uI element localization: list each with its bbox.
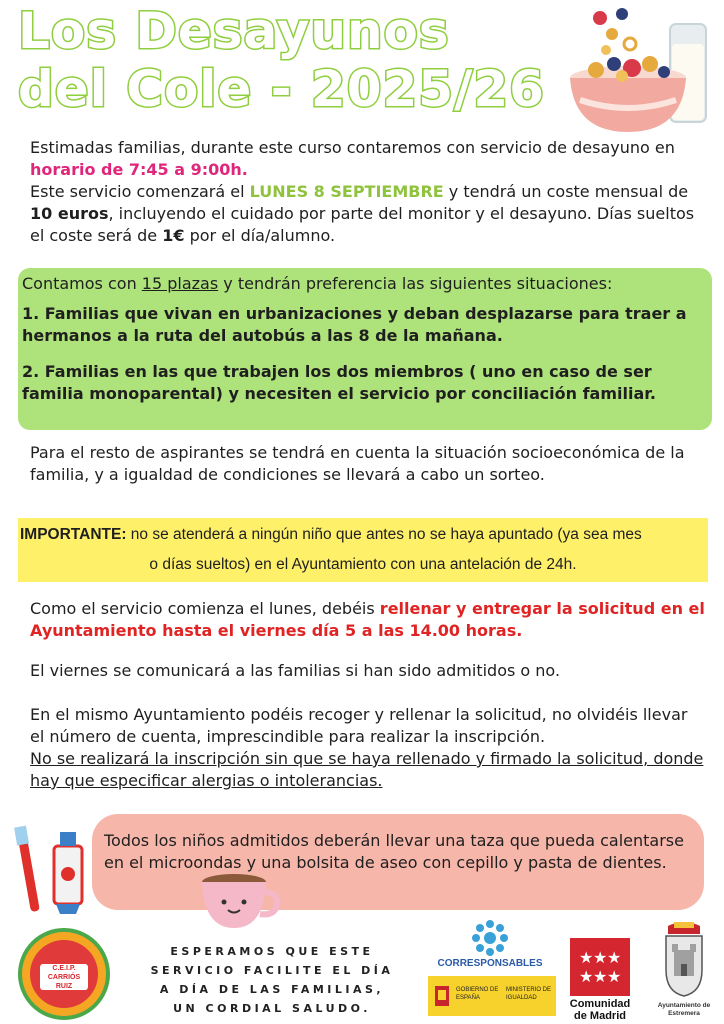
closing-message: ESPERAMOS QUE ESTE SERVICIO FACILITE EL DÍA A DÍA DE LAS FAMILIAS, UN CORDIAL SALUDO. — [150, 945, 394, 1015]
friday-paragraph: El viernes se comunicará a las familias si han sido admitidos o no. — [30, 661, 561, 680]
intro-line-2: Este servicio comenzará el LUNES 8 SEPTIEMBRE y tendrá un coste mensual de 10 euros, incluyendo el cuidado por parte del monitor y el desayuno. Días sueltos el coste será de 1€ por el día/alumno. — [30, 182, 695, 245]
intro-paragraph — [30, 137, 700, 247]
comunidad-madrid-label: Comunidad de Madrid — [569, 998, 631, 1022]
important-box — [18, 518, 708, 582]
priority-item-2: 2. Familias en las que trabajen los dos miembros ( uno en caso de ser familia monoparental) y necesiten el servicio por conciliación familiar. — [22, 362, 656, 403]
intro-line-1: Estimadas familias, durante este curso contaremos con servicio de desayuno en horario de 7:45 a 9:00h. — [30, 138, 675, 179]
reminder-text: Todos los niños admitidos deberán llevar una taza que pueda calentarse en el microondas y una bolsita de aseo con cepillo y pasta de dientes. — [104, 831, 684, 872]
estremera-coat-of-arms-icon — [660, 920, 708, 1000]
spain-coat-of-arms-icon — [432, 982, 452, 1010]
svg-text:★: ★ — [579, 967, 594, 986]
important-line-2: o días sueltos) en el Ayuntamiento con una antelación de 24h. — [149, 556, 577, 573]
schedule-highlight: horario de 7:45 a 9:00h. — [30, 160, 248, 179]
rest-paragraph: Para el resto de aspirantes se tendrá en cuenta la situación socioeconómica de la familia, y a igualdad de condiciones se llevará a cabo un sorteo. — [30, 443, 685, 484]
title-line-1: Los Desayunos — [18, 2, 450, 60]
form-requirement: No se realizará la inscripción sin que se haya rellenado y firmado la solicitud, donde hay que especificar alergias o intolerancias. — [30, 749, 704, 790]
daily-price: 1€ — [162, 226, 185, 245]
toothbrush-toothpaste-icon — [14, 822, 94, 922]
form-text: En el mismo Ayuntamiento podéis recoger y rellenar la solicitud, no olvidéis llevar el número de cuenta, imprescindible para realizar la inscripción. — [30, 705, 688, 746]
places-content — [22, 273, 708, 405]
monthly-price: 10 euros — [30, 204, 109, 223]
important-label: IMPORTANTE: — [20, 526, 127, 543]
cereal-bowl-illustration — [560, 4, 720, 134]
deadline-highlight: rellenar y entregar la solicitud en el Ayuntamiento hasta el viernes día 5 a las 14.00 horas. — [30, 599, 705, 640]
svg-text:★: ★ — [593, 967, 608, 986]
cup-icon — [198, 870, 284, 930]
svg-text:★: ★ — [607, 948, 622, 967]
svg-text:★: ★ — [593, 948, 608, 967]
start-date-highlight: LUNES 8 SEPTIEMBRE — [249, 182, 444, 201]
svg-text:★: ★ — [607, 967, 622, 986]
form-paragraph — [30, 704, 706, 792]
places-lead: Contamos con 15 plazas y tendrán preferencia las siguientes situaciones: — [22, 274, 613, 293]
page-title — [18, 2, 578, 118]
svg-text:★: ★ — [579, 948, 594, 967]
places-count: 15 plazas — [141, 274, 219, 293]
corresponsables-emblem-icon — [470, 918, 510, 958]
school-logo-text: C.E.I.P. CARRIÓS RUIZ — [47, 965, 81, 990]
important-line-1: IMPORTANTE: no se atenderá a ningún niño que antes no se haya apuntado (ya sea mes — [20, 526, 642, 543]
gobierno-label: GOBIERNO DE ESPAÑA — [456, 987, 499, 1001]
comunidad-madrid-flag — [570, 938, 630, 996]
estremera-label: Ayuntamiento de Estremera — [657, 1002, 711, 1017]
title-line-2: del Cole - 2025/26 — [18, 60, 545, 118]
ministerio-label: MINISTERIO DE IGUALDAD — [506, 987, 552, 1001]
deadline-paragraph: Como el servicio comienza el lunes, debéis rellenar y entregar la solicitud en el Ayuntamiento hasta el viernes día 5 a las 14.00 horas. — [30, 599, 705, 640]
priority-item-1: 1. Familias que vivan en urbanizaciones y deban desplazarse para traer a hermanos a la ruta del autobús a las 8 de la mañana. — [22, 304, 687, 345]
corresponsables-label: CORRESPONSABLES — [437, 958, 543, 969]
